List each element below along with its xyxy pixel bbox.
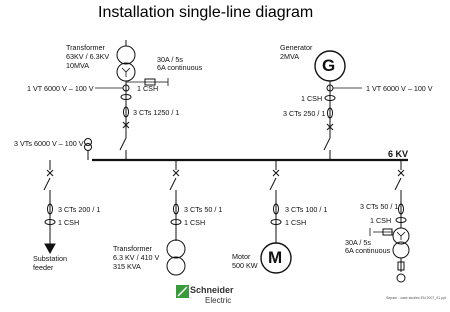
footer-note: Sepam - case studies EN 2007_01.ppt [386,296,446,300]
feeder3-csh: 1 CSH [285,218,307,227]
bus-voltage-label: 6 KV [388,149,409,159]
page-title: Installation single-line diagram [98,4,314,21]
motor-symbol-letter: M [268,248,283,267]
transformer-top-relay-2: 6A continuous [157,63,203,72]
feeder2-csh: 1 CSH [184,218,206,227]
bus-vts [85,139,92,161]
generator-rating: 2MVA [280,52,300,61]
feeder2-name-2: 6.3 KV / 410 V [113,253,160,262]
transformer-top-relay-1: 30A / 5s [157,55,183,64]
brand-subname: Electric [205,296,232,305]
feeder3-cts: 3 CTs 100 / 1 [285,205,328,214]
generator-symbol-letter: G [322,56,336,75]
feeder1-csh: 1 CSH [58,218,80,227]
feeder1-name-1: Substation [33,254,67,263]
generator-name: Generator [280,43,313,52]
transformer-winding-primary [117,46,135,64]
feeder-substation [44,160,55,253]
transformer-top-vt: 1 VT 6000 V – 100 V [27,84,94,93]
transformer-top-csh: 1 CSH [137,84,159,93]
feeder4-csh: 1 CSH [370,216,392,225]
feeder4-cts: 3 CTs 50 / 1 [360,202,399,211]
brand-name: Schneider [190,285,234,295]
feeder1-cts: 3 CTs 200 / 1 [58,205,101,214]
feeder2-name-3: 315 KVA [113,262,141,271]
feeder3-name-2: 500 KW [232,261,258,270]
feeder4-relay-2: 6A continuous [345,246,391,255]
transformer-top-ratio: 63KV / 6.3KV [66,52,110,61]
feeder-transformer [167,160,185,275]
transformer-top-cts: 3 CTs 1250 / 1 [133,108,180,117]
transformer-top-rating: 10MVA [66,61,90,70]
generator-cts: 3 CTs 250 / 1 [283,109,326,118]
schneider-logo-mark [176,285,189,298]
feeder3-name-1: Motor [232,252,251,261]
feeder4-relay-1: 30A / 5s [345,238,371,247]
feeder2-cts: 3 CTs 50 / 1 [184,205,223,214]
generator-csh: 1 CSH [301,94,323,103]
feeder1-name-2: feeder [33,263,54,272]
transformer-top-name: Transformer [66,43,105,52]
generator-vt: 1 VT 6000 V – 100 V [366,84,433,93]
feeder2-name-1: Transformer [113,244,152,253]
bus-vts-label: 3 VTs 6000 V – 100 V [14,139,84,148]
